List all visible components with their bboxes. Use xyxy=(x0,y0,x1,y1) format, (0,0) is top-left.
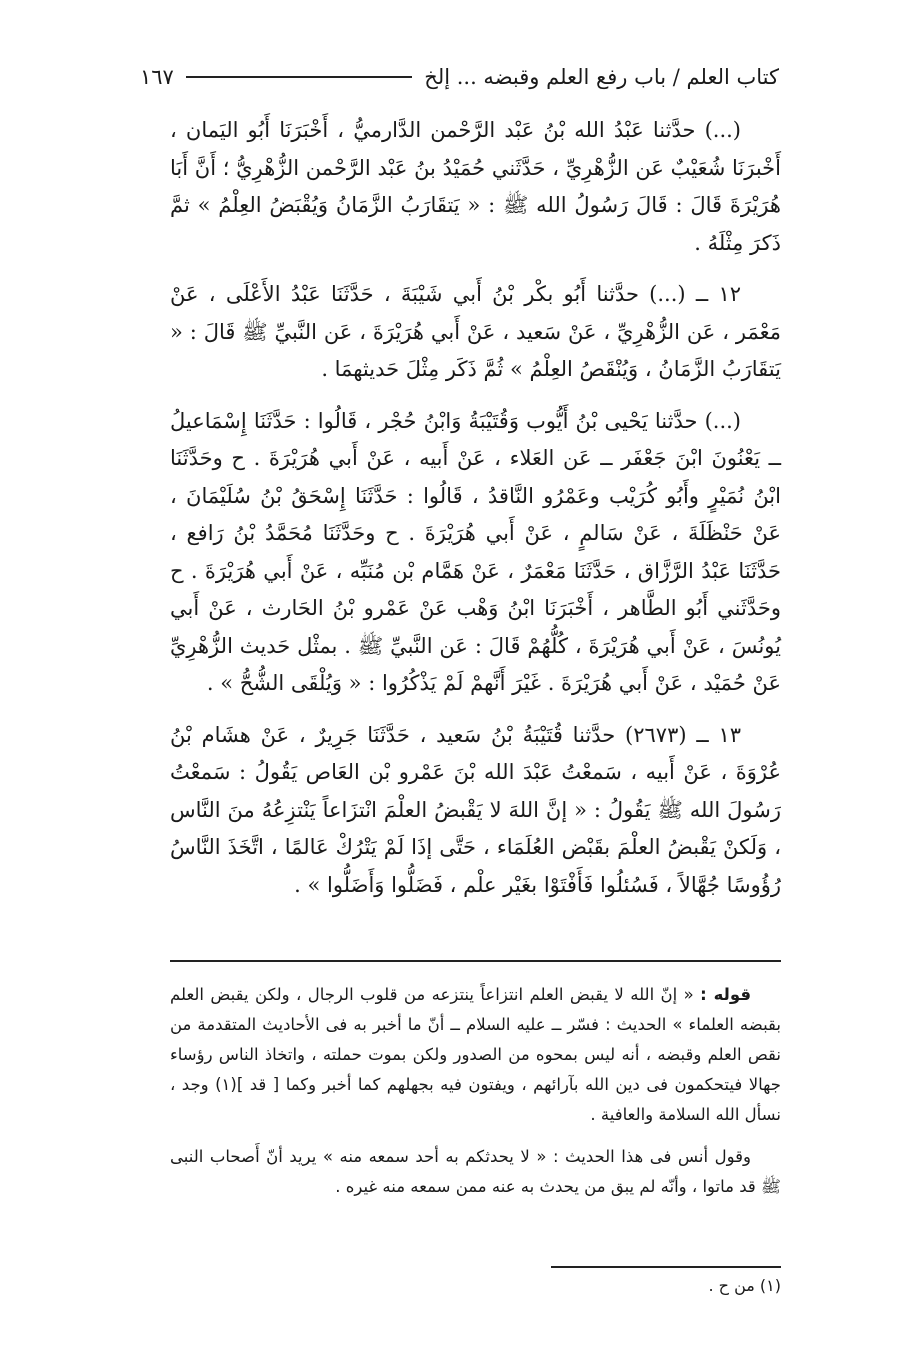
running-header xyxy=(140,62,779,92)
commentary-lead: قوله : xyxy=(700,985,751,1004)
commentary-text-1: « إنّ الله لا يقبض العلم انتزاعاً ينتزعه من قلوب الرجال ، ولكن يقبض العلم بقبضه العلماء » الحديث : فسّر ــ عليه السلام ــ أنّ ما أخبر به فى الأحاديث المتقدمة من نقص العلم وقبضه ، أنه ليس بمحوه من الصدور ولكن بموت حملته ، واتخاذ الناس رؤساء جهالا فيتحكمون فى دين الله بآرائهم ، ويفتون فيه بجهلهم كما أخبر وكما [ قد ](١) وجد ، نسأل الله السلامة والعافية . xyxy=(170,985,781,1124)
header-title: كتاب العلم / باب رفع العلم وقبضه ... إلخ xyxy=(424,65,779,89)
main-text xyxy=(170,112,781,918)
header-rule xyxy=(186,76,412,78)
commentary xyxy=(170,980,781,1214)
page-number: ١٦٧ xyxy=(140,65,174,89)
footnote: (١) من ح . xyxy=(708,1276,781,1295)
hadith-paragraph-4: ١٣ ــ (٢٦٧٣) حدَّثنا قُتَيْبَةُ بْنُ سَعيد ، حَدَّثَنَا جَرِيرٌ ، عَنْ هشَام بْنُ عُرْوَةَ ، عَنْ أَبيه ، سَمعْتُ عَبْدَ الله بْنَ عَمْرو بْن العَاص يَقُولُ : سَمعْتُ رَسُولَ الله ﷺ يَقُولُ : « إنَّ اللهَ لا يَقْبضُ العلْمَ انْتزَاعاً يَنْتزِعُهُ منَ النَّاس ، وَلَكنْ يَقْبضُ العلْمَ بقَبْض العُلَمَاء ، حَتَّى إذَا لَمْ يَتْرُكْ عَالمًا ، اتَّخَذَ النَّاسُ رُؤُوسًا جُهَّالاً ، فَسُئلُوا فَأَفْتَوْا بغَيْر علْم ، فَضَلُّوا وَأَضَلُّوا » . xyxy=(170,722,781,897)
hadith-paragraph-3: (...) حدَّثنا يَحْيى بْنُ أَيُّوب وَقُتَيْبَةُ وَابْنُ حُجْر ، قَالُوا : حَدَّثَنَا إِسْمَاعيلُ ــ يَعْنُونَ ابْنَ جَعْفَر ــ عَن العَلاء ، عَنْ أَبيه ، عَنْ أَبي هُرَيْرَةَ . ح وحَدَّثَنَا ابْنُ نُمَيْرٍ وأَبُو كُرَيْب وعَمْرُو النَّاقدُ ، قَالُوا : حَدَّثَنَا إِسْحَقُ بْنُ سُلَيْمَانَ ، عَنْ حَنْظَلَةَ ، عَنْ سَالمٍ ، عَنْ أَبي هُرَيْرَةَ . ح وحَدَّثَنَا مُحَمَّدُ بْنُ رَافع ، حَدَّثَنَا عَبْدُ الرَّزَّاق ، حَدَّثَنَا مَعْمَرٌ ، عَنْ هَمَّام بْن مُنَبِّه ، عَنْ أَبي هُرَيْرَةَ . ح وحَدَّثَني أَبُو الطَّاهر ، أَخْبَرَنَا ابْنُ وَهْب عَنْ عَمْرو بْنُ الحَارث ، عَنْ أَبي يُونُسَ ، عَنْ أَبي هُرَيْرَةَ ، كُلُّهُمْ قَالَ : عَن النَّبيِّ ﷺ . بمثْل حَديث الزُّهْرِيِّ عَنْ حُمَيْد ، عَنْ أَبي هُرَيْرَةَ . غَيْرَ أَنَّهمْ لَمْ يَذْكُرُوا : « وَيُلْقَى الشُّحُّ » . xyxy=(170,408,781,695)
footnote-divider xyxy=(551,1266,781,1268)
commentary-paragraph-1 xyxy=(170,980,781,1130)
hadith-paragraph-1: (...) حدَّثنا عَبْدُ الله بْنُ عَبْد الرَّحْمن الدَّارميُّ ، أَخْبَرَنَا أَبُو اليَمان ، أَخْبرَنَا شُعَيْبٌ عَن الزُّهْرِيِّ ، حَدَّثَني حُمَيْدُ بنُ عَبْد الرَّحْمن الزُّهْرِيُّ ؛ أَنَّ أَبَا هُرَيْرَةَ قَالَ : قَالَ رَسُولُ الله ﷺ : « يَتقَارَبُ الزَّمَانُ وَيُقْبَضُ العِلْمُ » ثمَّ ذَكرَ مِثْلَهُ . xyxy=(170,118,781,255)
commentary-divider xyxy=(170,960,781,962)
hadith-paragraph-2: ١٢ ــ (...) حدَّثنا أَبُو بكْر بْنُ أَبي شَيْبَةَ ، حَدَّثَنَا عَبْدُ الأَعْلَى ، عَنْ مَعْمَر ، عَن الزُّهْرِيِّ ، عَنْ سَعيد ، عَنْ أَبي هُرَيْرَةَ ، عَن النَّبيِّ ﷺ قَالَ : « يَتقَارَبُ الزَّمَانُ ، وَيُنْقَصُ العِلْمُ » ثُمَّ ذَكَر مِثْلَ حَديثهمَا . xyxy=(170,282,781,381)
commentary-paragraph-2: وقول أنس فى هذا الحديث : « لا يحدثكم به أحد سمعه منه » يريد أنّ أَصحاب النبى ﷺ قد ماتوا ، وأنّه لم يبق من يحدث به عنه ممن سمعه منه غيره . xyxy=(170,1147,781,1196)
